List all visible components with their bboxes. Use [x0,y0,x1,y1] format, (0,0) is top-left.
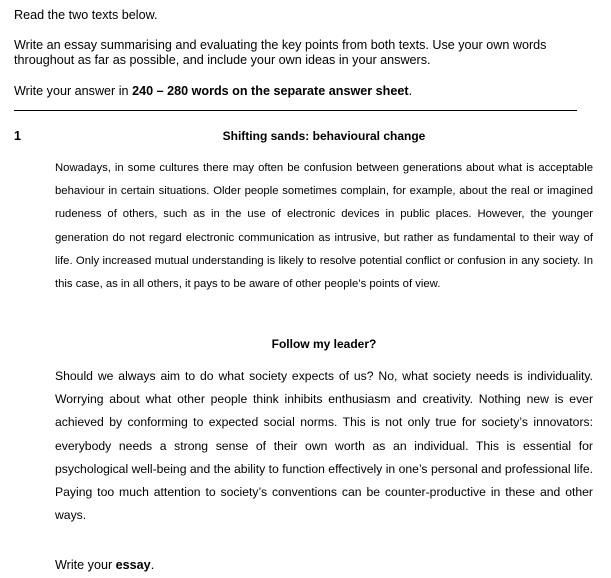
instruction-word-count [14,84,599,99]
instruction-read: Read the two texts below. [14,8,158,22]
instruction-write-essay: Write an essay summarising and evaluating the key points from both texts. Use your own words throughout as far as possible, and include your own ideas in your answers. [14,38,547,67]
text1-body: Nowadays, in some cultures there may often be confusion between generations about what is acceptable behaviour in certain situations. Older people sometimes complain, for example, about the real or imagined rudeness of others, such as in the use of electronic devices in public places. However, the younger generation do not regard electronic communication as intrusive, but rather as fundamental to their way of life. Only increased mutual understanding is likely to resolve potential conflict or confusion in any society. In this case, as in all others, it pays to be aware of other people’s points of view. [55,162,593,291]
text2-title: Follow my leader? [271,337,377,351]
instruction-word-count-suffix: . [408,84,413,98]
section-divider [14,110,577,111]
closing-prefix: Write your [55,558,116,572]
text2-body: Should we always aim to do what society expects of us? No, what society needs is individuality. Worrying about what other people think inhibits enthusiasm and creativity. Nothing new is ever achieved by conforming to expected social norms. This is not only true for society’s innovators: everybody needs a strong sense of their own worth as an individual. This is essential for psychological well-being and the ability to function effectively in one’s personal and professional life. Paying too much attention to society’s conventions can be counter-productive in these and other ways. [55,369,593,523]
instruction-word-count-bold: 240 – 280 words on the separate answer sheet [132,84,409,98]
closing-bold: essay [115,558,151,572]
text1-title: Shifting sands: behavioural change [222,129,426,143]
question-number: 1 [14,129,22,143]
closing-instruction [55,558,154,573]
closing-suffix: . [150,558,155,572]
instruction-word-count-prefix: Write your answer in [14,84,133,98]
